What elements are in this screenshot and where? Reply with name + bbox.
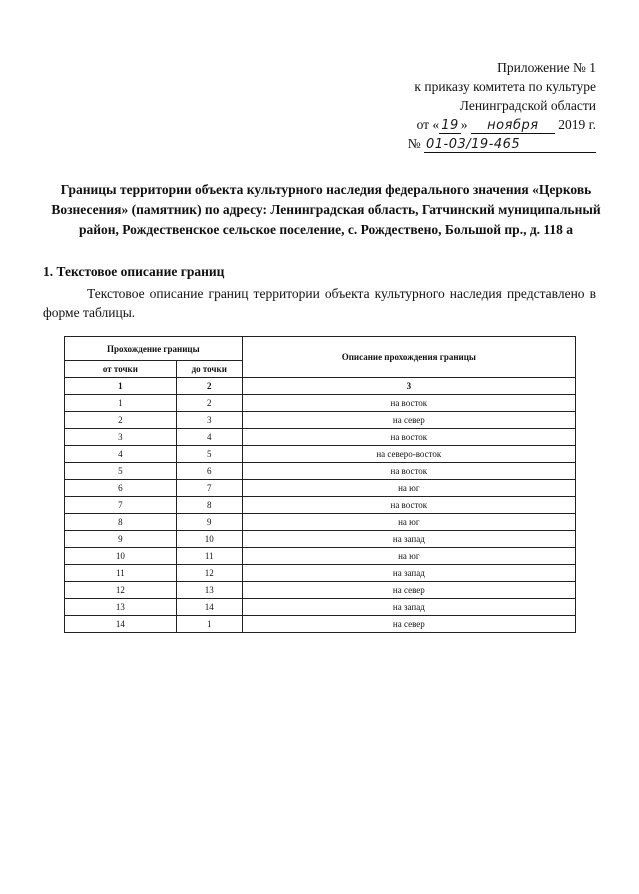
to-point-cell: 11 <box>176 548 242 565</box>
table-row <box>65 429 576 446</box>
order-number: № 01-03/19-465 <box>356 134 596 153</box>
column-number: 1 <box>65 378 177 395</box>
direction-cell: на восток <box>242 429 575 446</box>
table-row <box>65 480 576 497</box>
to-point-cell: 5 <box>176 446 242 463</box>
table-row <box>65 497 576 514</box>
to-point-cell: 4 <box>176 429 242 446</box>
table-row <box>65 565 576 582</box>
direction-cell: на запад <box>242 531 575 548</box>
direction-cell: на восток <box>242 497 575 514</box>
to-point-cell: 3 <box>176 412 242 429</box>
column-number: 3 <box>242 378 575 395</box>
to-header: до точки <box>176 361 242 378</box>
from-point-cell: 4 <box>65 446 177 463</box>
direction-cell: на север <box>242 582 575 599</box>
from-point-cell: 10 <box>65 548 177 565</box>
section-paragraph: Текстовое описание границ территории объекта культурного наследия представлено в форме таблицы. <box>43 286 596 320</box>
boundary-table <box>64 336 576 633</box>
document-title: Границы территории объекта культурного наследия федерального значения «Церковь Вознесения» (памятник) по адресу: Ленинградская область, Гатчинский муниципальный район, Рождественское сельское поселение, с. Рождествено, Большой пр., д. 118 а <box>51 182 601 237</box>
to-point-cell: 10 <box>176 531 242 548</box>
column-number-row <box>65 378 576 395</box>
table-row <box>65 531 576 548</box>
table-row <box>65 582 576 599</box>
table-row <box>65 514 576 531</box>
table-row <box>65 599 576 616</box>
from-point-cell: 11 <box>65 565 177 582</box>
order-date: от « 19 » ноября 2019 г. <box>416 117 596 133</box>
to-point-cell: 2 <box>176 395 242 412</box>
to-point-cell: 6 <box>176 463 242 480</box>
section-heading: 1. Текстовое описание границ <box>43 264 225 279</box>
from-point-cell: 14 <box>65 616 177 633</box>
table-row <box>65 446 576 463</box>
table-row <box>65 463 576 480</box>
from-point-cell: 1 <box>65 395 177 412</box>
table-row <box>65 548 576 565</box>
from-point-cell: 3 <box>65 429 177 446</box>
to-point-cell: 13 <box>176 582 242 599</box>
to-point-cell: 7 <box>176 480 242 497</box>
to-point-cell: 14 <box>176 599 242 616</box>
direction-cell: на запад <box>242 599 575 616</box>
date-month-handwritten: ноября <box>471 118 555 134</box>
appendix-label: Приложение № 1 <box>497 60 596 75</box>
to-point-cell: 8 <box>176 497 242 514</box>
column-number: 2 <box>176 378 242 395</box>
table-row <box>65 395 576 412</box>
to-point-cell: 1 <box>176 616 242 633</box>
direction-cell: на северо-восток <box>242 446 575 463</box>
group-header: Прохождение границы <box>65 337 243 361</box>
direction-cell: на юг <box>242 514 575 531</box>
to-point-cell: 9 <box>176 514 242 531</box>
to-point-cell: 12 <box>176 565 242 582</box>
appendix-header <box>356 58 596 153</box>
from-point-cell: 2 <box>65 412 177 429</box>
desc-header: Описание прохождения границы <box>242 337 575 378</box>
from-point-cell: 13 <box>65 599 177 616</box>
from-point-cell: 7 <box>65 497 177 514</box>
from-point-cell: 6 <box>65 480 177 497</box>
table-row <box>65 616 576 633</box>
from-point-cell: 8 <box>65 514 177 531</box>
date-day-handwritten: 19 <box>441 118 459 133</box>
order-number-handwritten: 01-03/19-465 <box>424 137 596 153</box>
direction-cell: на север <box>242 412 575 429</box>
from-point-cell: 5 <box>65 463 177 480</box>
table-row <box>65 412 576 429</box>
direction-cell: на запад <box>242 565 575 582</box>
region-name: Ленинградской области <box>459 98 596 113</box>
from-point-cell: 12 <box>65 582 177 599</box>
direction-cell: на юг <box>242 548 575 565</box>
from-header: от точки <box>65 361 177 378</box>
direction-cell: на север <box>242 616 575 633</box>
from-point-cell: 9 <box>65 531 177 548</box>
direction-cell: на юг <box>242 480 575 497</box>
direction-cell: на восток <box>242 463 575 480</box>
direction-cell: на восток <box>242 395 575 412</box>
order-reference: к приказу комитета по культуре <box>414 79 596 94</box>
